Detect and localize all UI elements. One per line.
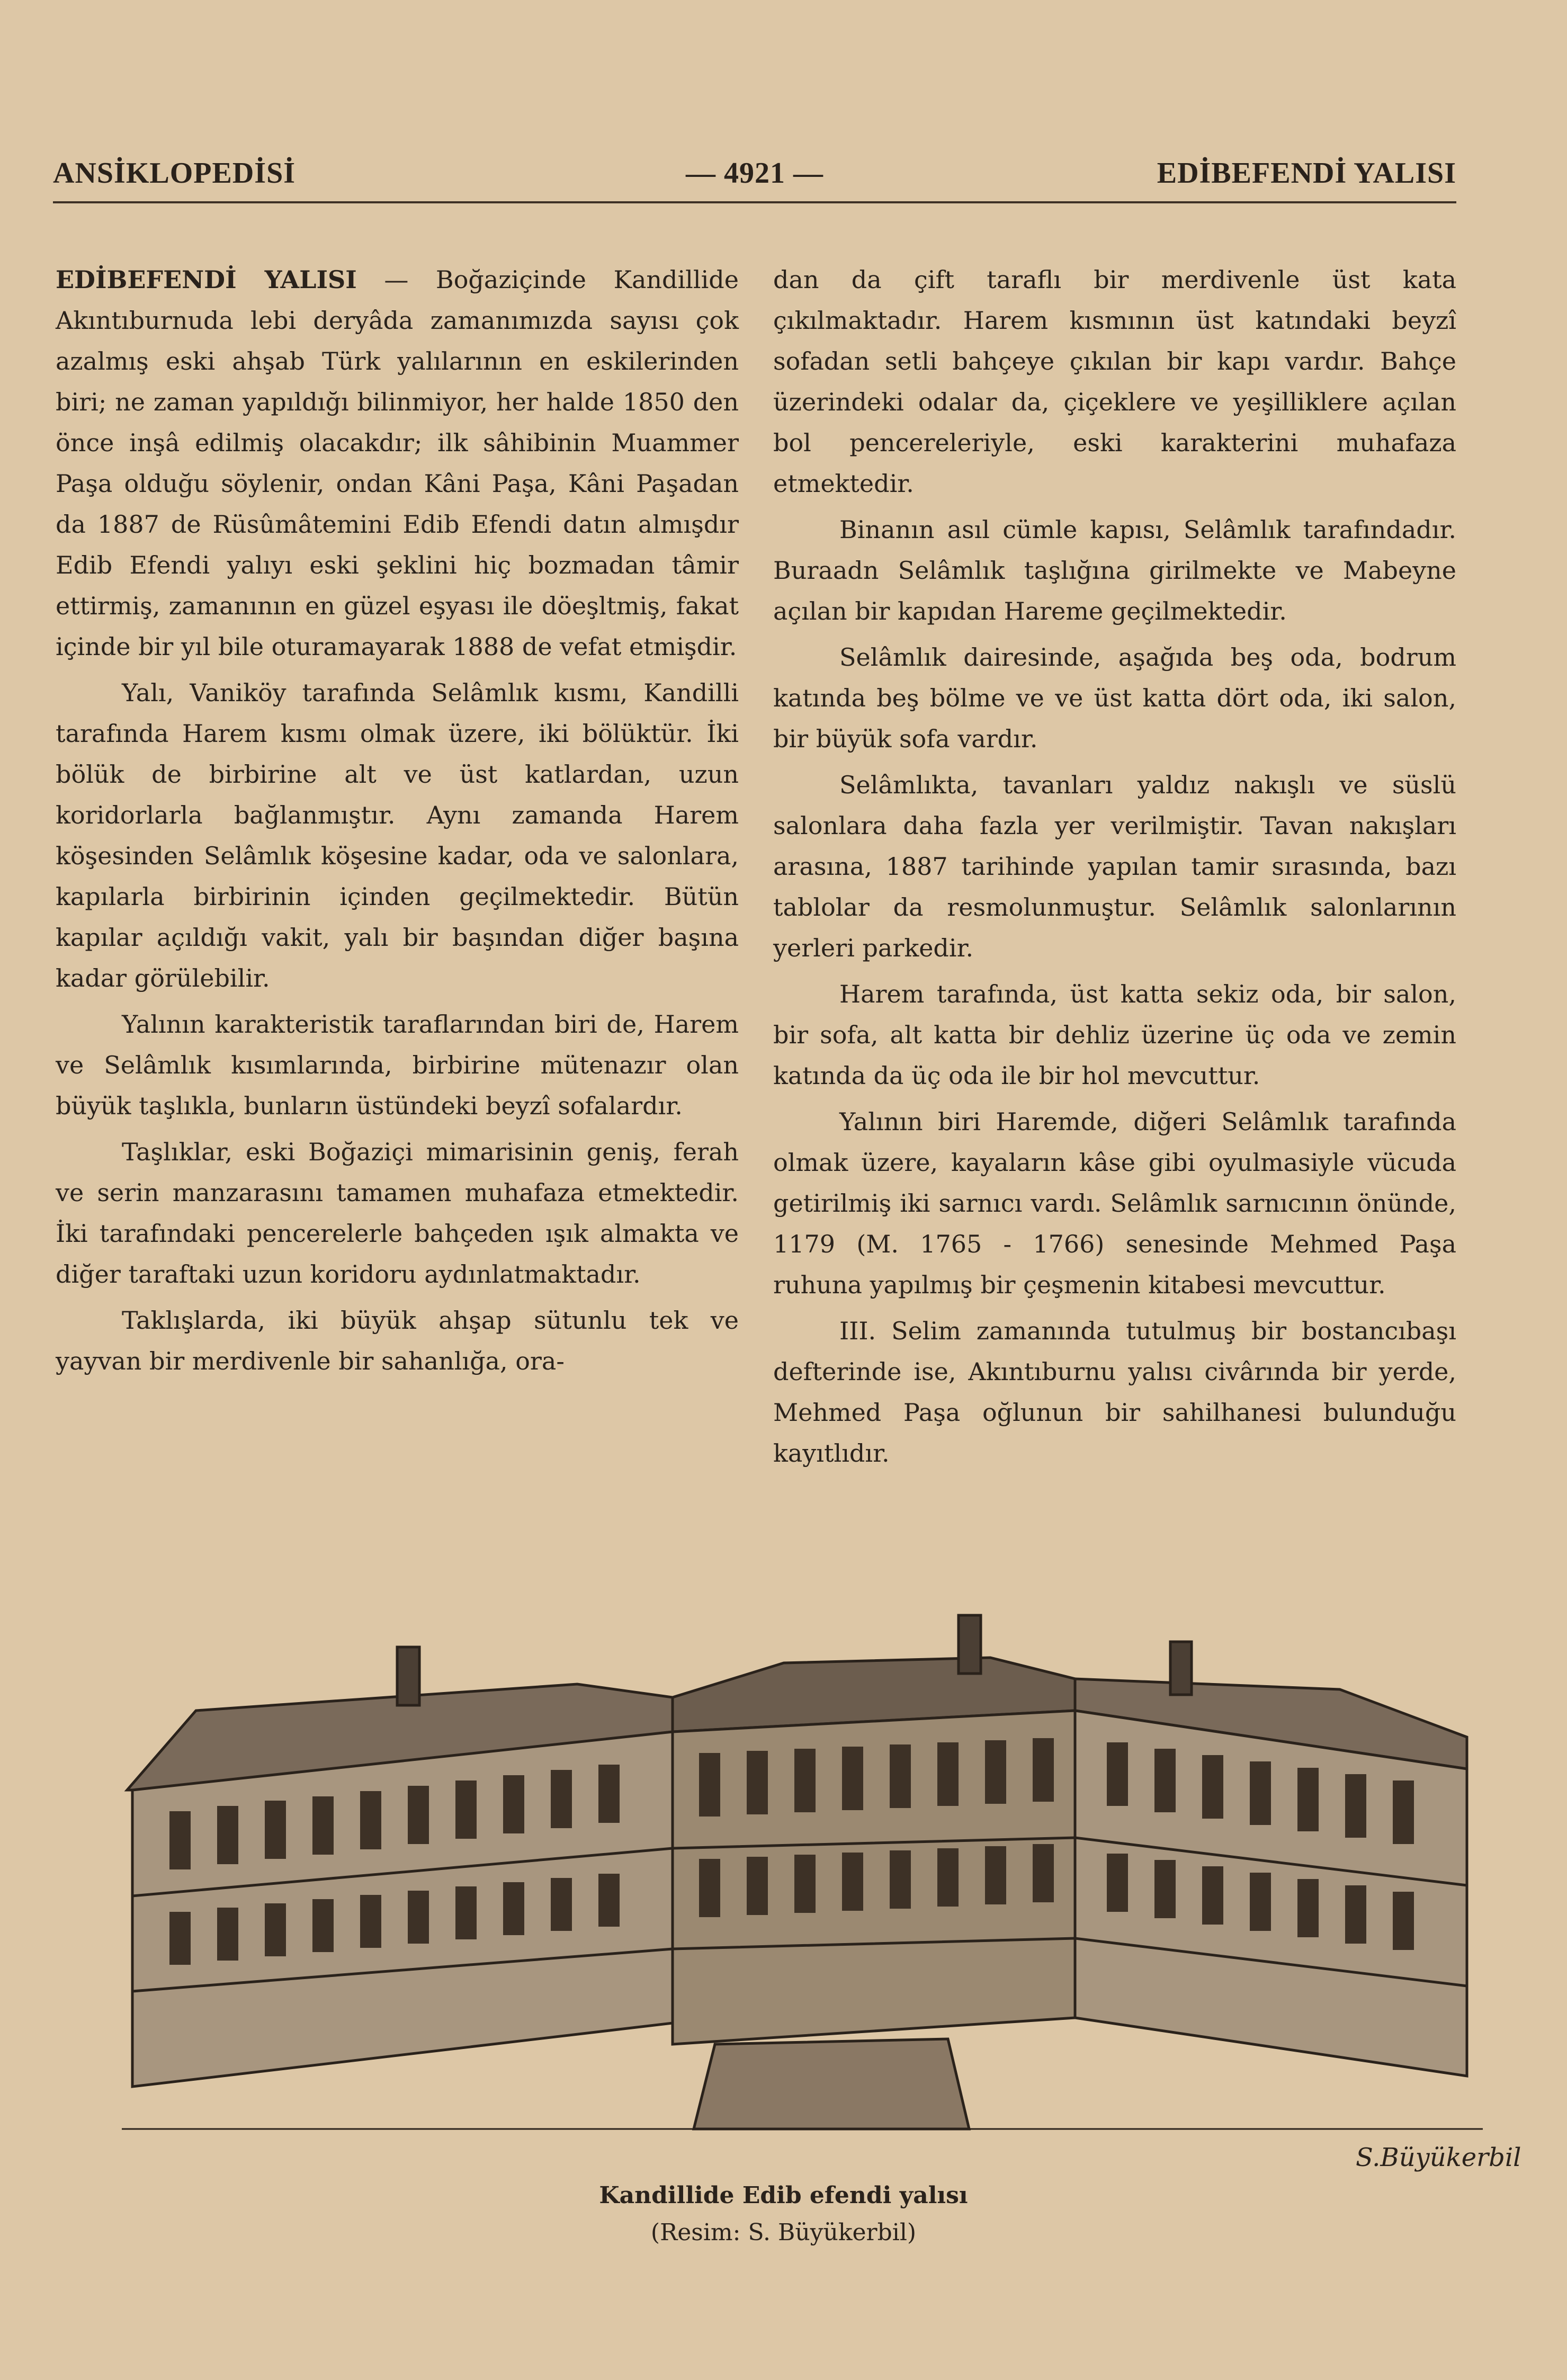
page-number: — 4921 —	[686, 157, 823, 190]
entry-title: EDİBEFENDİ YALISI	[56, 265, 357, 294]
paragraph: III. Selim zamanında tutulmuş bir bostancıbaşı defterinde ise, Akıntıburnu yalısı civârında bir yerde, Mehmed Paşa oğlunun bir sahilhanesi bulunduğu kayıtlıdır.	[773, 1317, 1456, 1468]
figure-caption: Kandillide Edib efendi yalısı	[599, 2182, 968, 2209]
paragraph: Taşlıklar, eski Boğaziçi mimarisinin geniş, ferah ve serin manzarasını tamamen muhafaza etmektedir. İki tarafındaki pencerelerle bahçeden ışık almakta ve diğer taraftaki uzun koridoru aydınlatmaktadır.	[56, 1138, 739, 1289]
right-column	[773, 260, 1456, 1479]
running-header	[53, 151, 1456, 199]
paragraph: Harem tarafında, üst katta sekiz oda, bir salon, bir sofa, alt katta bir dehliz üzerine üç oda ve zemin katında da üç oda ile bir hol mevcuttur.	[773, 980, 1456, 1090]
figure-credit: (Resim: S. Büyükerbil)	[650, 2219, 917, 2246]
artist-signature: S.Büyükerbil	[1356, 2143, 1521, 2172]
header-rule	[53, 201, 1456, 203]
paragraph: dan da çift taraflı bir merdivenle üst kata çıkılmaktadır. Harem kısmının üst katındaki beyzî sofadan setli bahçeye çıkılan bir kapı vardır. Bahçe üzerindeki odalar da, çiçeklere ve yeşilliklere açılan bol pencereleriyle, eski karakterini muhafaza etmektedir.	[773, 265, 1456, 498]
header-entry-title: EDİBEFENDİ YALISI	[1157, 157, 1456, 190]
yali-illustration	[122, 1599, 1521, 2187]
paragraph: Selâmlıkta, tavanları yaldız nakışlı ve süslü salonlara daha fazla yer verilmiştir. Tavan nakışları arasına, 1887 tarihinde yapılan tamir sırasında, bazı tablolar da resmolunmuştur. Selâmlık salonlarının yerleri parkedir.	[773, 771, 1456, 962]
left-column	[56, 260, 739, 1387]
paragraph: Selâmlık dairesinde, aşağıda beş oda, bodrum katında beş bölme ve ve üst katta dört oda, iki salon, bir büyük sofa vardır.	[773, 643, 1456, 753]
yali-drawing	[122, 1599, 1521, 2187]
paragraph: Taklışlarda, iki büyük ahşap sütunlu tek ve yayvan bir merdivenle bir sahanlığa, ora-	[56, 1306, 739, 1375]
paragraph: Yalının biri Haremde, diğeri Selâmlık tarafında olmak üzere, kayaların kâse gibi oyulmasiyle vücuda getirilmiş iki sarnıcı vardı. Selâmlık sarnıcının önünde, 1179 (M. 1765 - 1766) senesinde Mehmed Paşa ruhuna yapılmış bir çeşmenin kitabesi mevcuttur.	[773, 1107, 1456, 1299]
header-encyclopedia: ANSİKLOPEDİSİ	[53, 157, 296, 190]
paragraph: Yalı, Vaniköy tarafında Selâmlık kısmı, Kandilli tarafında Harem kısmı olmak üzere, iki bölüktür. İki bölük de birbirine alt ve üst katlardan, uzun koridorlarla bağlanmıştır. Aynı zamanda Harem köşesinden Selâmlık köşesine kadar, oda ve salonlara, kapılarla birbirinin içinden geçilmektedir. Bütün kapılar açıldığı vakit, yalı bir başından diğer başına kadar görülebilir.	[56, 678, 739, 992]
paragraph: Yalının karakteristik taraflarından biri de, Harem ve Selâmlık kısımlarında, birbirine mütenazır olan büyük taşlıkla, bunların üstündeki beyzî sofalardır.	[56, 1010, 739, 1120]
paragraph: Binanın asıl cümle kapısı, Selâmlık tarafındadır. Buraadn Selâmlık taşlığına girilmekte ve Mabeyne açılan bir kapıdan Hareme geçilmektedir.	[773, 515, 1456, 625]
paragraph-intro	[56, 260, 739, 667]
intro-text: — Boğaziçinde Kandillide Akıntıburnuda lebi deryâda zamanımızda sayısı çok azalmış eski ahşab Türk yalılarının en eskilerinden biri; ne zaman yapıldığı bilinmiyor, her halde 1850 den önce inşâ edilmiş olacakdır; ilk sâhibinin Muammer Paşa olduğu söylenir, ondan Kâni Paşa, Kâni Paşadan da 1887 de Rüsûmâtemini Edib Efendi datın almışdır Edib Efendi yalıyı eski şeklini hiç bozmadan tâmir ettirmiş, zamanının en güzel eşyası ile döeşltmiş, fakat içinde bir yıl bile oturamayarak 1888 de vefat etmişdir.	[56, 265, 739, 661]
